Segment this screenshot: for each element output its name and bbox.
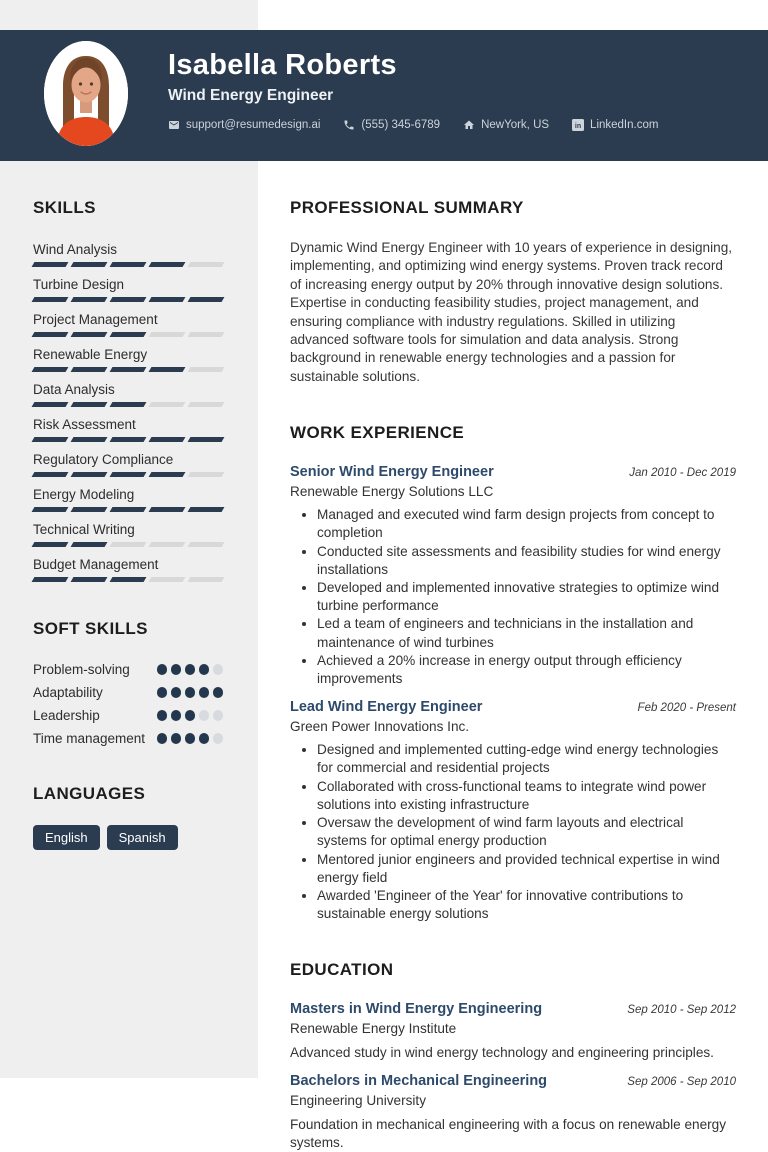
meter-segment	[32, 437, 69, 442]
main-content	[290, 161, 736, 1152]
soft-skill-item	[33, 730, 223, 747]
experience-heading: WORK EXPERIENCE	[290, 423, 465, 443]
meter-segment	[149, 437, 186, 442]
home-icon	[463, 119, 475, 131]
avatar	[44, 41, 128, 146]
language-badge: Spanish	[107, 825, 178, 850]
skill-level-bar	[33, 332, 223, 337]
meter-segment	[149, 577, 186, 582]
soft-skill-dots	[157, 707, 224, 724]
meter-dot	[157, 687, 168, 698]
contact-phone[interactable]	[343, 119, 440, 131]
meter-segment	[188, 402, 225, 407]
meter-segment	[32, 402, 69, 407]
summary-heading: PROFESSIONAL SUMMARY	[290, 198, 524, 217]
meter-segment	[32, 332, 69, 337]
skill-label: Budget Management	[33, 557, 159, 572]
skill-level-bar	[33, 367, 223, 372]
job-dates: Jan 2010 - Dec 2019	[629, 467, 736, 480]
meter-dot	[185, 687, 196, 698]
job-entry	[290, 699, 736, 923]
meter-segment	[71, 437, 108, 442]
education-school: Engineering University	[290, 1093, 427, 1109]
contact-location-text: NewYork, US	[481, 119, 550, 131]
meter-dot	[185, 664, 196, 675]
job-bullet: • Developed and implemented innovative strategies to optimize wind turbine performance	[317, 579, 736, 615]
education-school: Renewable Energy Institute	[290, 1021, 457, 1037]
svg-text:in: in	[574, 122, 582, 130]
job-bullet: • Collaborated with cross-functional teams to integrate wind power solutions into existing infrastructure	[317, 778, 736, 814]
meter-segment	[32, 542, 69, 547]
meter-segment	[110, 472, 147, 477]
meter-dot	[199, 710, 210, 721]
education-header	[290, 1001, 736, 1018]
meter-segment	[110, 297, 147, 302]
skill-label: Technical Writing	[33, 522, 135, 537]
linkedin-icon	[572, 119, 584, 131]
soft-skill-dots	[157, 730, 224, 747]
contact-email-text: support@resumedesign.ai	[186, 119, 321, 131]
skill-item	[33, 486, 223, 512]
education-dates: Sep 2006 - Sep 2010	[627, 1076, 736, 1089]
job-bullet: • Oversaw the development of wind farm layouts and electrical systems for optimal energy production	[317, 814, 736, 850]
meter-segment	[188, 332, 225, 337]
meter-segment	[188, 472, 225, 477]
email-icon	[168, 119, 180, 131]
job-bullet: • Mentored junior engineers and provided technical expertise in wind energy field	[317, 851, 736, 887]
education-degree: Bachelors in Mechanical Engineering	[290, 1073, 548, 1090]
job-bullet: • Conducted site assessments and feasibility studies for wind energy installations	[317, 543, 736, 579]
meter-segment	[188, 437, 225, 442]
meter-dot	[185, 733, 196, 744]
job-entry	[290, 464, 736, 688]
education-description: Foundation in mechanical engineering with a focus on renewable energy systems.	[290, 1117, 727, 1151]
meter-segment	[149, 472, 186, 477]
skill-label: Risk Assessment	[33, 417, 136, 432]
soft-skill-item	[33, 684, 223, 701]
meter-segment	[110, 367, 147, 372]
meter-segment	[110, 332, 147, 337]
education-heading: EDUCATION	[290, 960, 394, 980]
skill-level-bar	[33, 472, 223, 477]
meter-segment	[149, 507, 186, 512]
summary-text: Dynamic Wind Energy Engineer with 10 years of experience in designing, implementing, and optimizing wind energy systems. Proven track record of increasing energy output by 20% through innovative design solutions. Expertise in conducting feasibility studies, project management, and ensuring compliance with industry regulations. Skilled in utilizing advanced software tools for simulation and data analysis. Strong background in renewable energy technologies and a passion for sustainable solutions.	[290, 240, 733, 384]
meter-segment	[188, 297, 225, 302]
contact-row	[168, 119, 768, 131]
meter-segment	[32, 472, 69, 477]
skill-level-bar	[33, 402, 223, 407]
skill-item	[33, 276, 223, 302]
meter-segment	[110, 262, 147, 267]
soft-skill-label: Problem-solving	[33, 662, 130, 677]
meter-segment	[71, 297, 108, 302]
contact-linkedin-text: LinkedIn.com	[590, 119, 659, 131]
meter-dot	[171, 687, 182, 698]
skill-level-bar	[33, 507, 223, 512]
job-header	[290, 464, 736, 481]
meter-segment	[32, 577, 69, 582]
job-dates: Feb 2020 - Present	[637, 702, 736, 715]
meter-segment	[110, 577, 147, 582]
resume-header	[0, 30, 768, 161]
skill-item	[33, 451, 223, 477]
languages-heading: LANGUAGES	[33, 784, 146, 803]
meter-segment	[71, 542, 108, 547]
skill-item	[33, 241, 223, 267]
meter-dot	[199, 664, 210, 675]
meter-segment	[71, 262, 108, 267]
meter-dot	[213, 710, 224, 721]
skill-item	[33, 346, 223, 372]
soft-skill-item	[33, 661, 223, 678]
skill-level-bar	[33, 437, 223, 442]
education-degree: Masters in Wind Energy Engineering	[290, 1001, 543, 1018]
soft-skill-dots	[157, 661, 224, 678]
skill-label: Data Analysis	[33, 382, 115, 397]
contact-phone-text: (555) 345-6789	[361, 119, 441, 131]
contact-location	[463, 119, 549, 131]
job-title: Lead Wind Energy Engineer	[290, 699, 483, 716]
education-header	[290, 1073, 736, 1090]
skill-label: Regulatory Compliance	[33, 452, 174, 467]
meter-segment	[188, 507, 225, 512]
skill-level-bar	[33, 577, 223, 582]
phone-icon	[343, 119, 355, 131]
meter-segment	[149, 367, 186, 372]
job-bullet: • Designed and implemented cutting-edge wind energy technologies for commercial and residential projects	[317, 741, 736, 777]
meter-segment	[32, 367, 69, 372]
meter-dot	[199, 733, 210, 744]
skill-item	[33, 311, 223, 337]
meter-segment	[149, 332, 186, 337]
meter-dot	[213, 687, 224, 698]
skills-list	[33, 241, 223, 582]
job-bullet: • Led a team of engineers and technicians in the installation and maintenance of wind turbines	[317, 615, 736, 651]
meter-segment	[188, 262, 225, 267]
meter-dot	[185, 710, 196, 721]
soft-skill-label: Time management	[33, 731, 146, 746]
meter-segment	[188, 542, 225, 547]
person-job-title: Wind Energy Engineer	[168, 87, 334, 104]
soft-skill-label: Leadership	[33, 708, 100, 723]
meter-segment	[149, 297, 186, 302]
meter-dot	[157, 710, 168, 721]
meter-segment	[188, 367, 225, 372]
meter-segment	[110, 507, 147, 512]
job-bullet: • Achieved a 20% increase in energy output through efficiency improvements	[317, 652, 736, 688]
meter-segment	[71, 507, 108, 512]
job-company: Renewable Energy Solutions LLC	[290, 484, 494, 500]
skill-level-bar	[33, 542, 223, 547]
skill-level-bar	[33, 262, 223, 267]
job-bullet: • Awarded 'Engineer of the Year' for innovative contributions to sustainable energy solutions	[317, 887, 736, 923]
soft-skills-list	[33, 661, 223, 747]
contact-email[interactable]	[168, 119, 320, 131]
soft-skill-label: Adaptability	[33, 685, 103, 700]
skill-label: Renewable Energy	[33, 347, 148, 362]
meter-segment	[110, 437, 147, 442]
education-description: Advanced study in wind energy technology and engineering principles.	[290, 1045, 714, 1061]
meter-segment	[110, 402, 147, 407]
skill-item	[33, 416, 223, 442]
meter-segment	[188, 577, 225, 582]
meter-segment	[32, 262, 69, 267]
meter-segment	[149, 542, 186, 547]
meter-segment	[71, 332, 108, 337]
soft-skill-item	[33, 707, 223, 724]
meter-dot	[157, 664, 168, 675]
meter-segment	[32, 507, 69, 512]
meter-segment	[32, 297, 69, 302]
language-badge: English	[33, 825, 100, 850]
job-bullet-list	[290, 741, 736, 923]
job-company: Green Power Innovations Inc.	[290, 719, 470, 735]
soft-skills-heading: SOFT SKILLS	[33, 619, 148, 638]
meter-segment	[71, 367, 108, 372]
skill-label: Project Management	[33, 312, 158, 327]
meter-segment	[71, 577, 108, 582]
meter-dot	[171, 733, 182, 744]
meter-segment	[71, 472, 108, 477]
skill-level-bar	[33, 297, 223, 302]
skill-item	[33, 381, 223, 407]
soft-skill-dots	[157, 684, 224, 701]
meter-segment	[110, 542, 147, 547]
job-bullet: • Managed and executed wind farm design projects from concept to completion	[317, 506, 736, 542]
avatar-portrait-illustration	[44, 41, 128, 146]
sidebar	[0, 161, 258, 850]
contact-linkedin[interactable]	[572, 119, 658, 131]
languages-list	[33, 825, 223, 850]
meter-dot	[213, 664, 224, 675]
skill-label: Energy Modeling	[33, 487, 135, 502]
meter-dot	[213, 733, 224, 744]
meter-segment	[71, 402, 108, 407]
education-entry	[290, 1001, 736, 1062]
meter-dot	[171, 664, 182, 675]
meter-dot	[157, 733, 168, 744]
job-header	[290, 699, 736, 716]
job-title: Senior Wind Energy Engineer	[290, 464, 494, 481]
skill-item	[33, 556, 223, 582]
meter-dot	[171, 710, 182, 721]
job-bullet-list	[290, 506, 736, 688]
education-entry	[290, 1073, 736, 1152]
meter-dot	[199, 687, 210, 698]
skill-label: Turbine Design	[33, 277, 125, 292]
meter-segment	[149, 402, 186, 407]
skills-heading: SKILLS	[33, 198, 96, 217]
skill-item	[33, 521, 223, 547]
meter-segment	[149, 262, 186, 267]
person-name: Isabella Roberts	[168, 49, 397, 81]
skill-label: Wind Analysis	[33, 242, 118, 257]
education-dates: Sep 2010 - Sep 2012	[627, 1004, 736, 1017]
